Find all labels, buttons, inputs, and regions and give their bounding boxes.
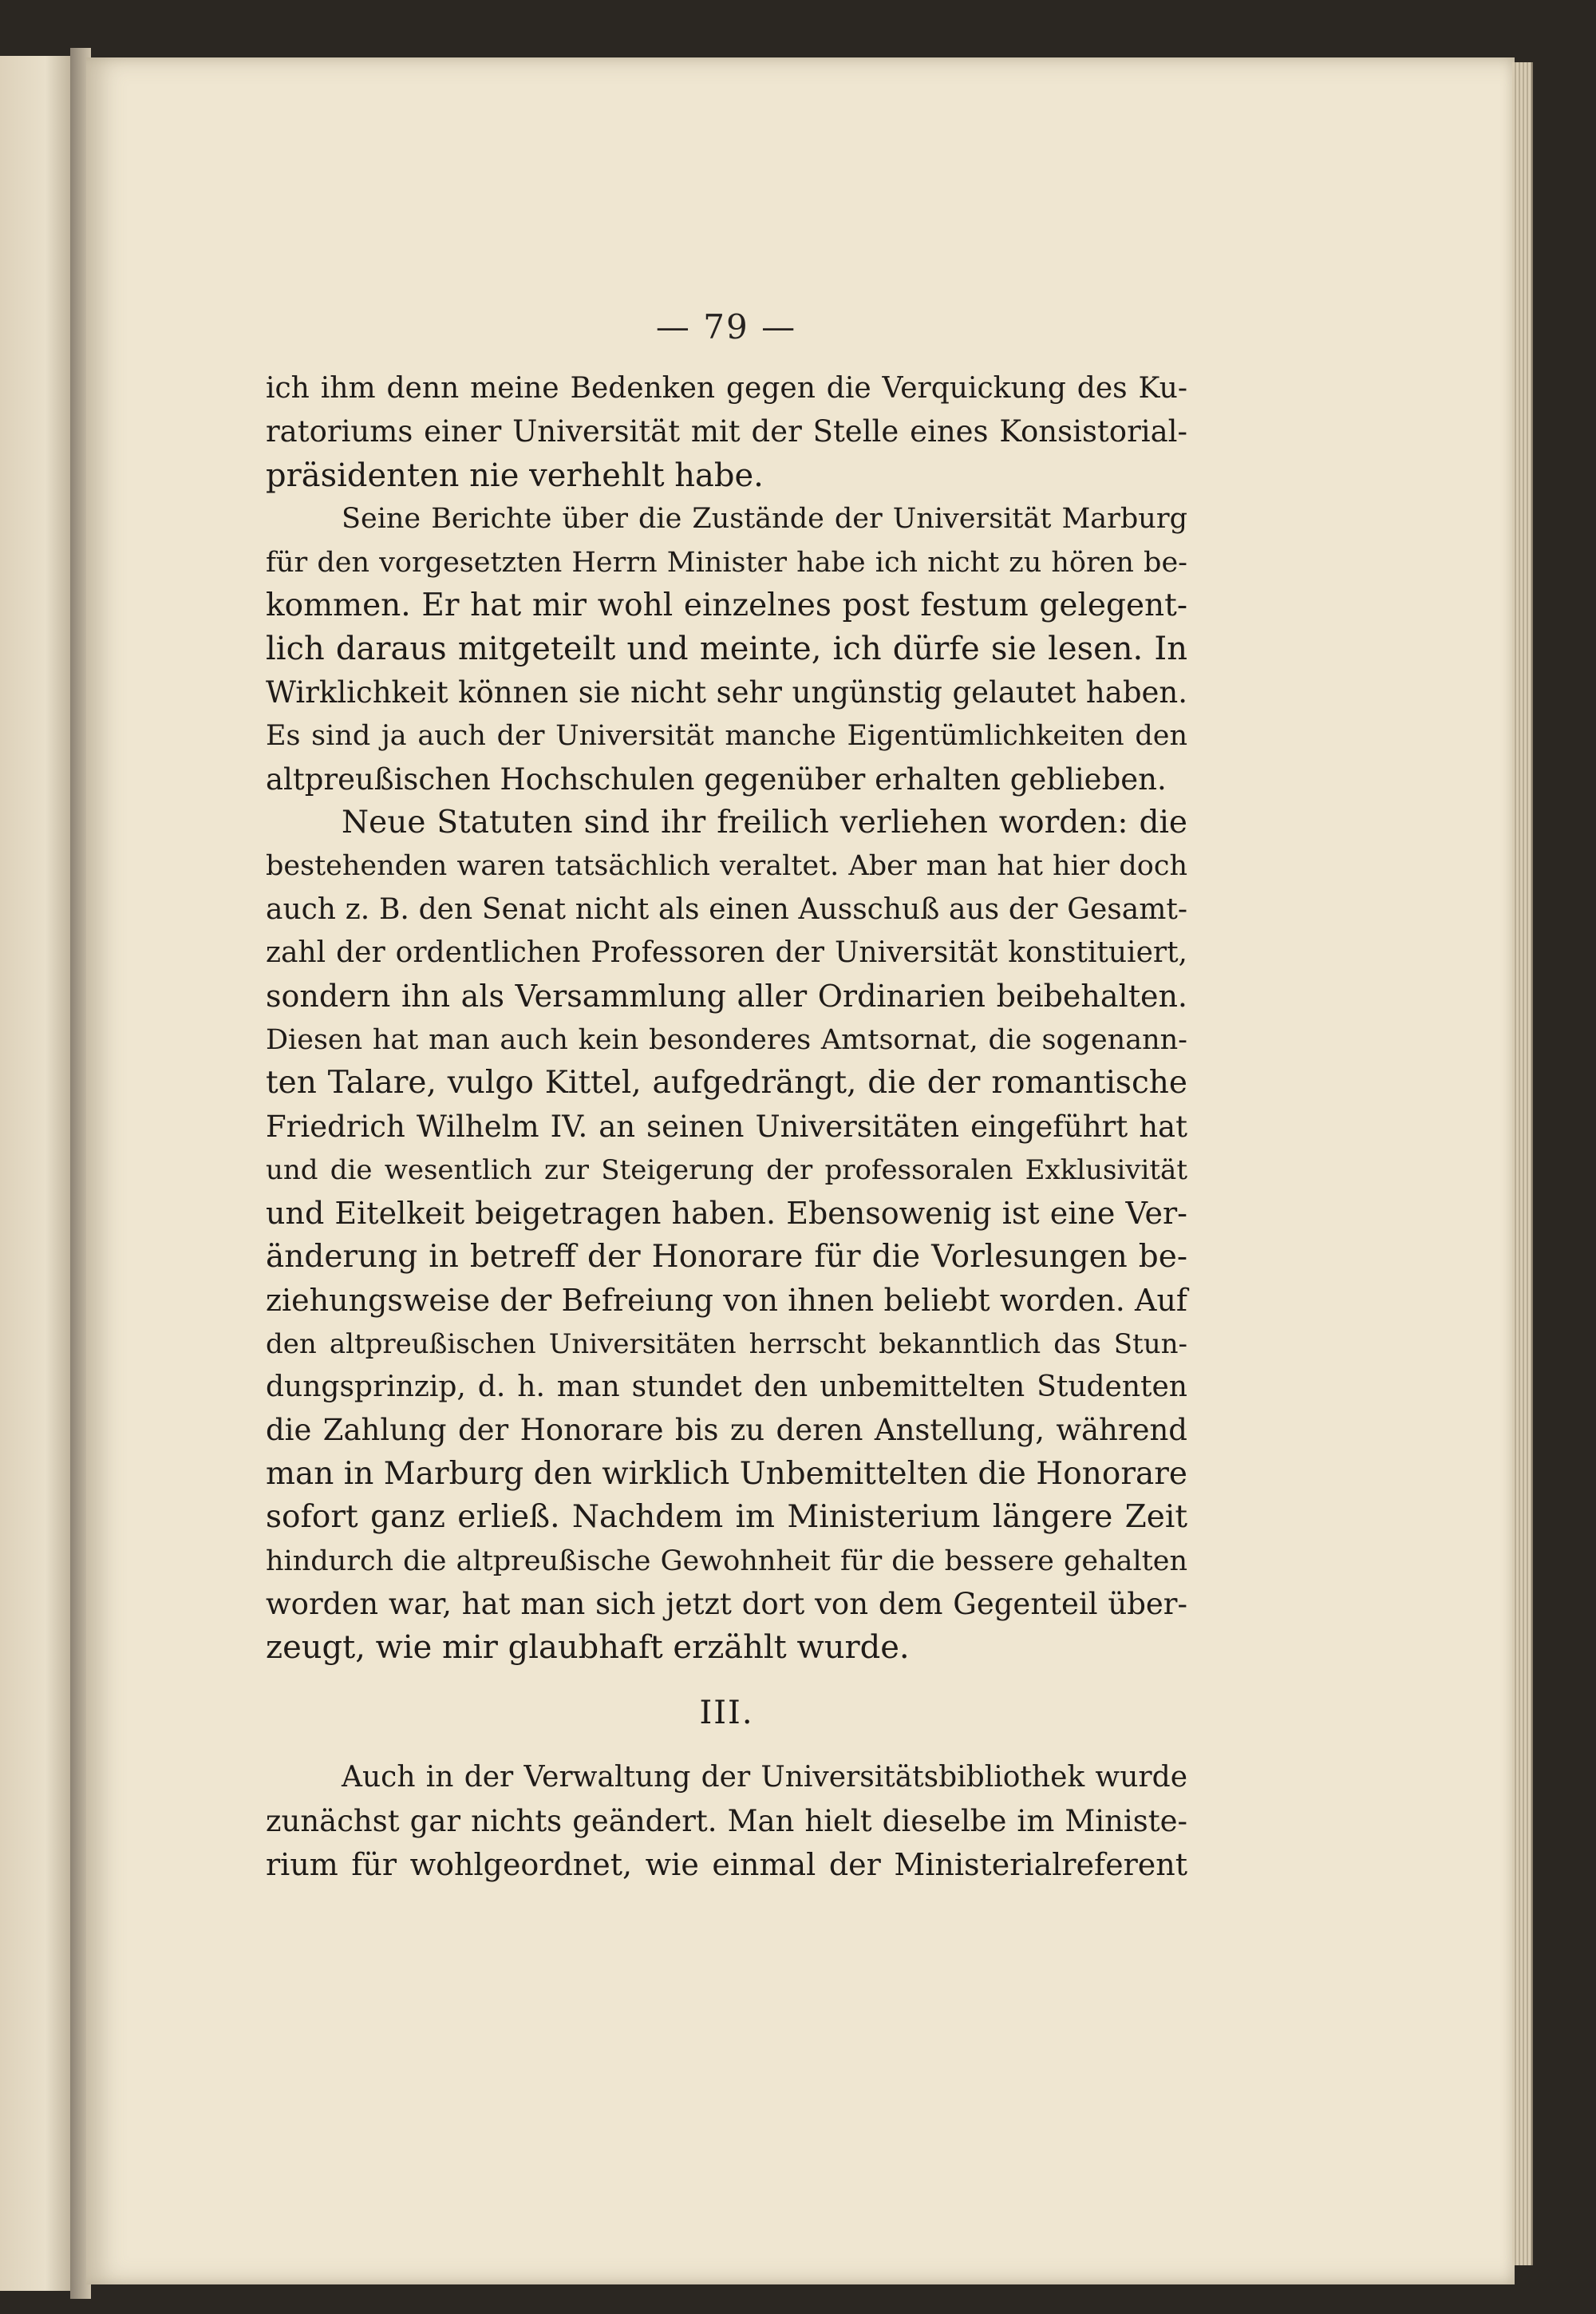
text-line: den altpreußischen Universitäten herrscht bekanntlich das Stun- bbox=[266, 1327, 1187, 1360]
text-line: und Eitelkeit beigetragen haben. Ebensowenig ist eine Ver- bbox=[266, 1196, 1187, 1232]
text-line: Neue Statuten sind ihr freilich verliehen worden: die bbox=[342, 804, 1187, 841]
body-text bbox=[266, 367, 1187, 1886]
text-line: Wirklichkeit können sie nicht sehr ungünstig gelautet haben. bbox=[266, 674, 1187, 710]
text-line: zunächst gar nichts geändert. Man hielt dieselbe im Ministe- bbox=[266, 1803, 1187, 1838]
text-line: sofort ganz erließ. Nachdem im Ministerium längere Zeit bbox=[266, 1499, 1187, 1536]
text-line: Es sind ja auch der Universität manche Eigentümlichkeiten den bbox=[266, 720, 1187, 753]
text-line: dungsprinzip, d. h. man stundet den unbemittelten Studenten bbox=[266, 1370, 1187, 1403]
text-line: für den vorgesetzten Herrn Minister habe ich nicht zu hören be- bbox=[266, 546, 1187, 579]
text-line: Auch in der Verwaltung der Universitätsbibliothek wurde bbox=[342, 1761, 1187, 1794]
section-heading: III. bbox=[699, 1694, 754, 1731]
text-line: Diesen hat man auch kein besonderes Amtsornat, die sogenann- bbox=[266, 1023, 1187, 1056]
text-line: hindurch die altpreußische Gewohnheit für die bessere gehalten bbox=[266, 1545, 1187, 1577]
text-line: ten Talare, vulgo Kittel, aufgedrängt, die der romantische bbox=[266, 1065, 1187, 1102]
text-line: lich daraus mitgeteilt und meinte, ich dürfe sie lesen. In bbox=[266, 631, 1187, 668]
page-stack-edge bbox=[1512, 62, 1533, 2265]
text-line: die Zahlung der Honorare bis zu deren Anstellung, während bbox=[266, 1413, 1187, 1448]
text-line: ratoriums einer Universität mit der Stelle eines Konsistorial- bbox=[266, 414, 1187, 449]
text-line: und die wesentlich zur Steigerung der professoralen Exklusivität bbox=[266, 1154, 1187, 1187]
page-number: — 79 — bbox=[655, 307, 797, 346]
text-line: worden war, hat man sich jetzt dort von dem Gegenteil über- bbox=[266, 1586, 1187, 1621]
text-line: präsidenten nie verhehlt habe. bbox=[266, 457, 764, 494]
text-line: ich ihm denn meine Bedenken gegen die Verquickung des Ku- bbox=[266, 372, 1187, 405]
facing-page-edge bbox=[0, 56, 76, 2291]
text-line: man in Marburg den wirklich Unbemittelten die Honorare bbox=[266, 1455, 1187, 1492]
text-line: bestehenden waren tatsächlich veraltet. Aber man hat hier doch bbox=[266, 850, 1187, 883]
text-line: Friedrich Wilhelm IV. an seinen Universitäten eingeführt hat bbox=[266, 1109, 1187, 1144]
text-line: ziehungsweise der Befreiung von ihnen beliebt worden. Auf bbox=[266, 1283, 1187, 1319]
text-line: Seine Berichte über die Zustände der Universität Marburg bbox=[342, 503, 1187, 536]
text-line: rium für wohlgeordnet, wie einmal der Ministerialreferent bbox=[266, 1846, 1187, 1882]
text-line: altpreußischen Hochschulen gegenüber erhalten geblieben. bbox=[266, 761, 1167, 797]
text-line: auch z. B. den Senat nicht als einen Ausschuß aus der Gesamt- bbox=[266, 892, 1187, 926]
text-line: zeugt, wie mir glaubhaft erzählt wurde. bbox=[266, 1629, 910, 1667]
text-line: zahl der ordentlichen Professoren der Universität konstituiert, bbox=[266, 936, 1187, 970]
text-line: sondern ihn als Versammlung aller Ordinarien beibehalten. bbox=[266, 979, 1187, 1015]
text-line: kommen. Er hat mir wohl einzelnes post festum gelegent- bbox=[266, 587, 1187, 623]
text-line: änderung in betreff der Honorare für die Vorlesungen be- bbox=[266, 1238, 1187, 1275]
